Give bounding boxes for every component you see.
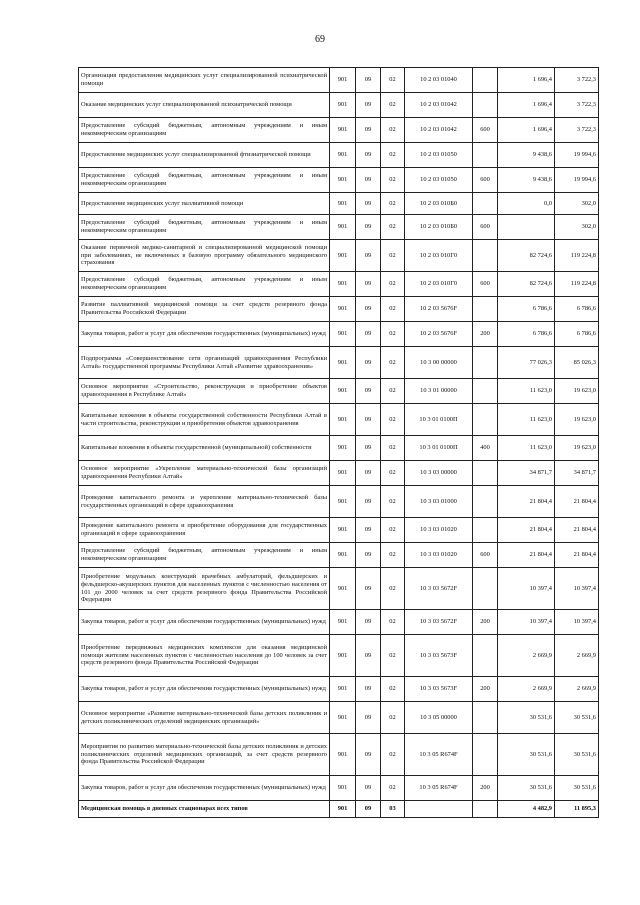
- row-target-article: 10 3 03 5673F: [405, 677, 473, 702]
- row-section-code: 09: [356, 379, 381, 404]
- row-amount-year-1: 10 397,4: [498, 610, 555, 635]
- row-subsection-code: 02: [381, 93, 405, 118]
- row-section-code: 09: [356, 543, 381, 568]
- row-name: Проведение капитального ремонта и укрепление материально-технической базы государственных организаций в сфере здравоохранения: [79, 486, 330, 518]
- row-subsection-code: 02: [381, 168, 405, 193]
- row-section-code: 09: [356, 297, 381, 322]
- row-amount-year-1: 34 871,7: [498, 461, 555, 486]
- row-amount-year-1: 2 669,9: [498, 677, 555, 702]
- row-subsection-code: 02: [381, 379, 405, 404]
- row-ministry-code: 901: [330, 486, 356, 518]
- row-section-code: 09: [356, 143, 381, 168]
- row-ministry-code: 901: [330, 143, 356, 168]
- table-row: [79, 272, 599, 297]
- row-expense-type: [473, 297, 498, 322]
- row-ministry-code: 901: [330, 610, 356, 635]
- row-amount-year-2: 6 786,6: [555, 297, 599, 322]
- row-ministry-code: 901: [330, 734, 356, 776]
- row-name: Закупка товаров, работ и услуг для обеспечения государственных (муниципальных) нужд: [79, 776, 330, 801]
- row-expense-type: [473, 801, 498, 818]
- row-amount-year-2: 2 669,9: [555, 677, 599, 702]
- row-amount-year-1: 9 438,6: [498, 143, 555, 168]
- row-expense-type: 600: [473, 168, 498, 193]
- row-section-code: 09: [356, 702, 381, 734]
- row-expense-type: [473, 93, 498, 118]
- row-amount-year-1: 1 696,4: [498, 68, 555, 93]
- row-amount-year-1: 30 531,6: [498, 734, 555, 776]
- row-target-article: 10 2 03 010Б0: [405, 193, 473, 215]
- row-ministry-code: 901: [330, 297, 356, 322]
- row-ministry-code: 901: [330, 118, 356, 143]
- row-name: Медицинская помощь в дневных стационарах всех типов: [79, 801, 330, 818]
- row-amount-year-1: 4 482,9: [498, 801, 555, 818]
- row-expense-type: 400: [473, 436, 498, 461]
- row-amount-year-2: 19 623,0: [555, 436, 599, 461]
- table-row: [79, 610, 599, 635]
- row-amount-year-1: 11 623,0: [498, 404, 555, 436]
- row-name: Предоставление субсидий бюджетным, автономным учреждениям и иным некоммерческим организациям: [79, 168, 330, 193]
- row-name: Оказание медицинских услуг специализированной психиатрической помощи: [79, 93, 330, 118]
- row-amount-year-2: 10 397,4: [555, 610, 599, 635]
- row-subsection-code: 02: [381, 436, 405, 461]
- row-ministry-code: 901: [330, 635, 356, 677]
- row-ministry-code: 901: [330, 776, 356, 801]
- row-ministry-code: 901: [330, 193, 356, 215]
- row-section-code: 09: [356, 68, 381, 93]
- row-target-article: 10 2 03 01050: [405, 143, 473, 168]
- row-expense-type: [473, 635, 498, 677]
- row-subsection-code: 02: [381, 240, 405, 272]
- row-name: Предоставление медицинских услуг специализированной фтизиатрической помощи: [79, 143, 330, 168]
- row-target-article: 10 3 00 00000: [405, 347, 473, 379]
- row-section-code: 09: [356, 776, 381, 801]
- row-target-article: 10 3 03 5673F: [405, 635, 473, 677]
- table-row: [79, 543, 599, 568]
- row-expense-type: [473, 404, 498, 436]
- row-amount-year-1: 0,0: [498, 193, 555, 215]
- row-subsection-code: 02: [381, 118, 405, 143]
- table-row: [79, 143, 599, 168]
- row-amount-year-2: 21 804,4: [555, 543, 599, 568]
- row-amount-year-2: 6 786,6: [555, 322, 599, 347]
- row-amount-year-1: 2 669,9: [498, 635, 555, 677]
- page-number: 69: [315, 34, 325, 45]
- table-row: [79, 322, 599, 347]
- row-target-article: 10 2 03 010Б0: [405, 215, 473, 240]
- row-section-code: 09: [356, 610, 381, 635]
- row-amount-year-2: 3 722,3: [555, 68, 599, 93]
- row-subsection-code: 02: [381, 404, 405, 436]
- row-name: Предоставление субсидий бюджетным, автономным учреждениям и иным некоммерческим организациям: [79, 215, 330, 240]
- row-amount-year-2: 2 669,9: [555, 635, 599, 677]
- row-name: Организация предоставления медицинских услуг специализированной психиатрической помощи: [79, 68, 330, 93]
- row-target-article: 10 3 03 5672F: [405, 568, 473, 610]
- row-ministry-code: 901: [330, 347, 356, 379]
- row-ministry-code: 901: [330, 272, 356, 297]
- row-amount-year-1: 30 531,6: [498, 702, 555, 734]
- row-expense-type: 600: [473, 215, 498, 240]
- row-section-code: 09: [356, 215, 381, 240]
- row-amount-year-2: 302,0: [555, 215, 599, 240]
- row-subsection-code: 02: [381, 635, 405, 677]
- table-row: [79, 635, 599, 677]
- row-name: Подпрограмма «Совершенствование сети организаций здравоохранения Республики Алтай» государственной программы Республики Алтай «Развитие здравоохранения»: [79, 347, 330, 379]
- table-row: [79, 379, 599, 404]
- row-amount-year-1: 1 696,4: [498, 93, 555, 118]
- table-row: [79, 93, 599, 118]
- row-ministry-code: 901: [330, 168, 356, 193]
- row-target-article: 10 2 03 5676F: [405, 297, 473, 322]
- row-expense-type: [473, 734, 498, 776]
- row-expense-type: [473, 518, 498, 543]
- row-subsection-code: 02: [381, 347, 405, 379]
- row-target-article: 10 3 05 R674F: [405, 776, 473, 801]
- row-expense-type: 600: [473, 118, 498, 143]
- row-target-article: 10 3 03 01000: [405, 486, 473, 518]
- row-subsection-code: 02: [381, 461, 405, 486]
- row-expense-type: [473, 240, 498, 272]
- row-target-article: 10 2 03 01050: [405, 168, 473, 193]
- row-amount-year-2: 19 994,6: [555, 168, 599, 193]
- row-amount-year-1: 21 804,4: [498, 518, 555, 543]
- row-ministry-code: 901: [330, 461, 356, 486]
- table-row: [79, 68, 599, 93]
- row-ministry-code: 901: [330, 379, 356, 404]
- row-name: Оказание первичной медико-санитарной и специализированной медицинской помощи при заболеваниях, не включенных в базовую программу обязательного медицинского страхования: [79, 240, 330, 272]
- row-target-article: 10 2 03 010Г0: [405, 272, 473, 297]
- row-name: Предоставление субсидий бюджетным, автономным учреждениям и иным некоммерческим организациям: [79, 118, 330, 143]
- row-name: Закупка товаров, работ и услуг для обеспечения государственных (муниципальных) нужд: [79, 610, 330, 635]
- row-amount-year-2: 30 531,6: [555, 734, 599, 776]
- row-subsection-code: 02: [381, 272, 405, 297]
- row-target-article: 10 2 03 5676F: [405, 322, 473, 347]
- row-section-code: 09: [356, 801, 381, 818]
- row-subsection-code: 02: [381, 518, 405, 543]
- row-section-code: 09: [356, 568, 381, 610]
- row-amount-year-1: 11 623,0: [498, 436, 555, 461]
- table-row: [79, 734, 599, 776]
- row-expense-type: [473, 702, 498, 734]
- row-amount-year-2: 30 531,6: [555, 776, 599, 801]
- row-section-code: 09: [356, 734, 381, 776]
- row-amount-year-1: 77 026,3: [498, 347, 555, 379]
- row-section-code: 09: [356, 461, 381, 486]
- row-section-code: 09: [356, 272, 381, 297]
- row-expense-type: 600: [473, 543, 498, 568]
- row-amount-year-1: 82 724,6: [498, 272, 555, 297]
- row-amount-year-2: 3 722,3: [555, 118, 599, 143]
- row-target-article: 10 2 03 01042: [405, 93, 473, 118]
- table-row: [79, 568, 599, 610]
- row-ministry-code: 901: [330, 68, 356, 93]
- row-section-code: 09: [356, 93, 381, 118]
- row-name: Предоставление медицинских услуг паллиативной помощи: [79, 193, 330, 215]
- row-ministry-code: 901: [330, 677, 356, 702]
- row-amount-year-2: 302,0: [555, 193, 599, 215]
- row-ministry-code: 901: [330, 702, 356, 734]
- row-section-code: 09: [356, 322, 381, 347]
- row-name: Капитальные вложения в объекты государственной собственности Республики Алтай в части строительства, реконструкции и приобретения объектов здравоохранения: [79, 404, 330, 436]
- row-name: Закупка товаров, работ и услуг для обеспечения государственных (муниципальных) нужд: [79, 677, 330, 702]
- row-amount-year-2: 19 623,0: [555, 404, 599, 436]
- row-expense-type: [473, 143, 498, 168]
- table-row: [79, 347, 599, 379]
- row-target-article: 10 3 05 00000: [405, 702, 473, 734]
- row-target-article: 10 2 03 01042: [405, 118, 473, 143]
- row-subsection-code: 02: [381, 215, 405, 240]
- row-section-code: 09: [356, 347, 381, 379]
- row-subsection-code: 02: [381, 193, 405, 215]
- row-expense-type: 200: [473, 322, 498, 347]
- row-amount-year-1: 30 531,6: [498, 776, 555, 801]
- row-subsection-code: 02: [381, 297, 405, 322]
- row-section-code: 09: [356, 193, 381, 215]
- row-target-article: 10 3 01 0100П: [405, 436, 473, 461]
- table-row: [79, 168, 599, 193]
- row-amount-year-2: 85 026,3: [555, 347, 599, 379]
- row-subsection-code: 02: [381, 143, 405, 168]
- row-name: Предоставление субсидий бюджетным, автономным учреждениям и иным некоммерческим организациям: [79, 543, 330, 568]
- table-row: [79, 193, 599, 215]
- row-target-article: 10 3 03 01020: [405, 543, 473, 568]
- row-ministry-code: 901: [330, 568, 356, 610]
- row-amount-year-2: 119 224,8: [555, 272, 599, 297]
- table-row: [79, 240, 599, 272]
- row-subsection-code: 02: [381, 734, 405, 776]
- row-section-code: 09: [356, 118, 381, 143]
- row-section-code: 09: [356, 635, 381, 677]
- row-amount-year-2: 34 871,7: [555, 461, 599, 486]
- row-expense-type: [473, 379, 498, 404]
- row-subsection-code: 02: [381, 677, 405, 702]
- table-row: [79, 702, 599, 734]
- row-target-article: 10 2 03 010Г0: [405, 240, 473, 272]
- row-name: Закупка товаров, работ и услуг для обеспечения государственных (муниципальных) нужд: [79, 322, 330, 347]
- row-expense-type: [473, 68, 498, 93]
- table-row: [79, 118, 599, 143]
- table-row: [79, 404, 599, 436]
- row-section-code: 09: [356, 168, 381, 193]
- row-expense-type: [473, 568, 498, 610]
- row-subsection-code: 02: [381, 486, 405, 518]
- row-section-code: 09: [356, 677, 381, 702]
- row-name: Предоставление субсидий бюджетным, автономным учреждениям и иным некоммерческим организациям: [79, 272, 330, 297]
- row-amount-year-2: 30 531,6: [555, 702, 599, 734]
- row-subsection-code: 02: [381, 68, 405, 93]
- row-subsection-code: 02: [381, 610, 405, 635]
- row-ministry-code: 901: [330, 215, 356, 240]
- table-row: [79, 461, 599, 486]
- row-expense-type: [473, 347, 498, 379]
- row-expense-type: [473, 193, 498, 215]
- row-name: Приобретение модульных конструкций врачебных амбулаторий, фельдшерских и фельдшерско-акушерских пунктов для населенных пунктов с численностью населения от 101 до 2000 человек за счет средств резервного фонда Правительства Российской Федерации: [79, 568, 330, 610]
- row-name: Капитальные вложения в объекты государственной (муниципальной) собственности: [79, 436, 330, 461]
- row-target-article: 10 2 03 01040: [405, 68, 473, 93]
- table-row: [79, 215, 599, 240]
- row-name: Мероприятия по развитию материально-технической базы детских поликлиник и детских поликлинических отделений медицинских организаций, за счет средств резервного фонда Правительства Российской Федерации: [79, 734, 330, 776]
- row-name: Основное мероприятие «Развитие материально-технической базы детских поликлиник и детских поликлинических отделений медицинских организаций»: [79, 702, 330, 734]
- row-amount-year-2: 19 994,6: [555, 143, 599, 168]
- row-amount-year-1: 11 623,0: [498, 379, 555, 404]
- row-name: Основное мероприятие «Укрепление материально-технической базы организаций здравоохранения Республики Алтай»: [79, 461, 330, 486]
- row-subsection-code: 03: [381, 801, 405, 818]
- table-row: [79, 677, 599, 702]
- row-target-article: 10 3 03 5672F: [405, 610, 473, 635]
- table-row: [79, 297, 599, 322]
- row-ministry-code: 901: [330, 322, 356, 347]
- row-ministry-code: 901: [330, 518, 356, 543]
- table-row: [79, 801, 599, 818]
- row-name: Основное мероприятие «Строительство, реконструкция и приобретение объектов здравоохранения в Республике Алтай»: [79, 379, 330, 404]
- row-amount-year-1: 6 786,6: [498, 322, 555, 347]
- row-amount-year-1: [498, 215, 555, 240]
- row-amount-year-2: 3 722,3: [555, 93, 599, 118]
- row-subsection-code: 02: [381, 702, 405, 734]
- row-name: Проведение капитального ремонта и приобретение оборудования для государственных организаций в сфере здравоохранения: [79, 518, 330, 543]
- row-section-code: 09: [356, 436, 381, 461]
- row-target-article: 10 3 03 00000: [405, 461, 473, 486]
- row-name: Развитие паллиативной медицинской помощи за счет средств резервного фонда Правительства Российской Федерации: [79, 297, 330, 322]
- row-ministry-code: 901: [330, 543, 356, 568]
- row-target-article: 10 3 01 0100П: [405, 404, 473, 436]
- row-amount-year-1: 9 438,6: [498, 168, 555, 193]
- row-subsection-code: 02: [381, 322, 405, 347]
- row-ministry-code: 901: [330, 240, 356, 272]
- row-amount-year-2: 19 623,0: [555, 379, 599, 404]
- table-row: [79, 486, 599, 518]
- row-expense-type: 200: [473, 610, 498, 635]
- row-section-code: 09: [356, 404, 381, 436]
- row-amount-year-2: 119 224,8: [555, 240, 599, 272]
- row-target-article: 10 3 03 01020: [405, 518, 473, 543]
- budget-table: [78, 67, 599, 818]
- row-amount-year-1: 6 786,6: [498, 297, 555, 322]
- row-subsection-code: 02: [381, 543, 405, 568]
- row-amount-year-2: 10 397,4: [555, 568, 599, 610]
- row-ministry-code: 901: [330, 801, 356, 818]
- table-row: [79, 518, 599, 543]
- row-subsection-code: 02: [381, 776, 405, 801]
- row-amount-year-1: 82 724,6: [498, 240, 555, 272]
- row-name: Приобретение передвижных медицинских комплексов для оказания медицинской помощи жителям населенных пунктов с численностью населения до 100 человек за счет средств резервного фонда Правительства Российской Федерации: [79, 635, 330, 677]
- row-ministry-code: 901: [330, 404, 356, 436]
- row-expense-type: 200: [473, 677, 498, 702]
- row-target-article: [405, 801, 473, 818]
- row-ministry-code: 901: [330, 93, 356, 118]
- table-row: [79, 436, 599, 461]
- row-expense-type: 200: [473, 776, 498, 801]
- row-section-code: 09: [356, 518, 381, 543]
- row-expense-type: [473, 461, 498, 486]
- row-ministry-code: 901: [330, 436, 356, 461]
- row-subsection-code: 02: [381, 568, 405, 610]
- table-row: [79, 776, 599, 801]
- row-section-code: 09: [356, 486, 381, 518]
- row-amount-year-1: 21 804,4: [498, 486, 555, 518]
- row-amount-year-1: 21 804,4: [498, 543, 555, 568]
- row-section-code: 09: [356, 240, 381, 272]
- row-amount-year-1: 10 397,4: [498, 568, 555, 610]
- row-amount-year-2: 21 804,4: [555, 486, 599, 518]
- row-target-article: 10 3 05 R674F: [405, 734, 473, 776]
- row-target-article: 10 3 01 00000: [405, 379, 473, 404]
- row-amount-year-2: 21 804,4: [555, 518, 599, 543]
- row-amount-year-1: 1 696,4: [498, 118, 555, 143]
- row-expense-type: [473, 486, 498, 518]
- row-expense-type: 600: [473, 272, 498, 297]
- row-amount-year-2: 11 895,3: [555, 801, 599, 818]
